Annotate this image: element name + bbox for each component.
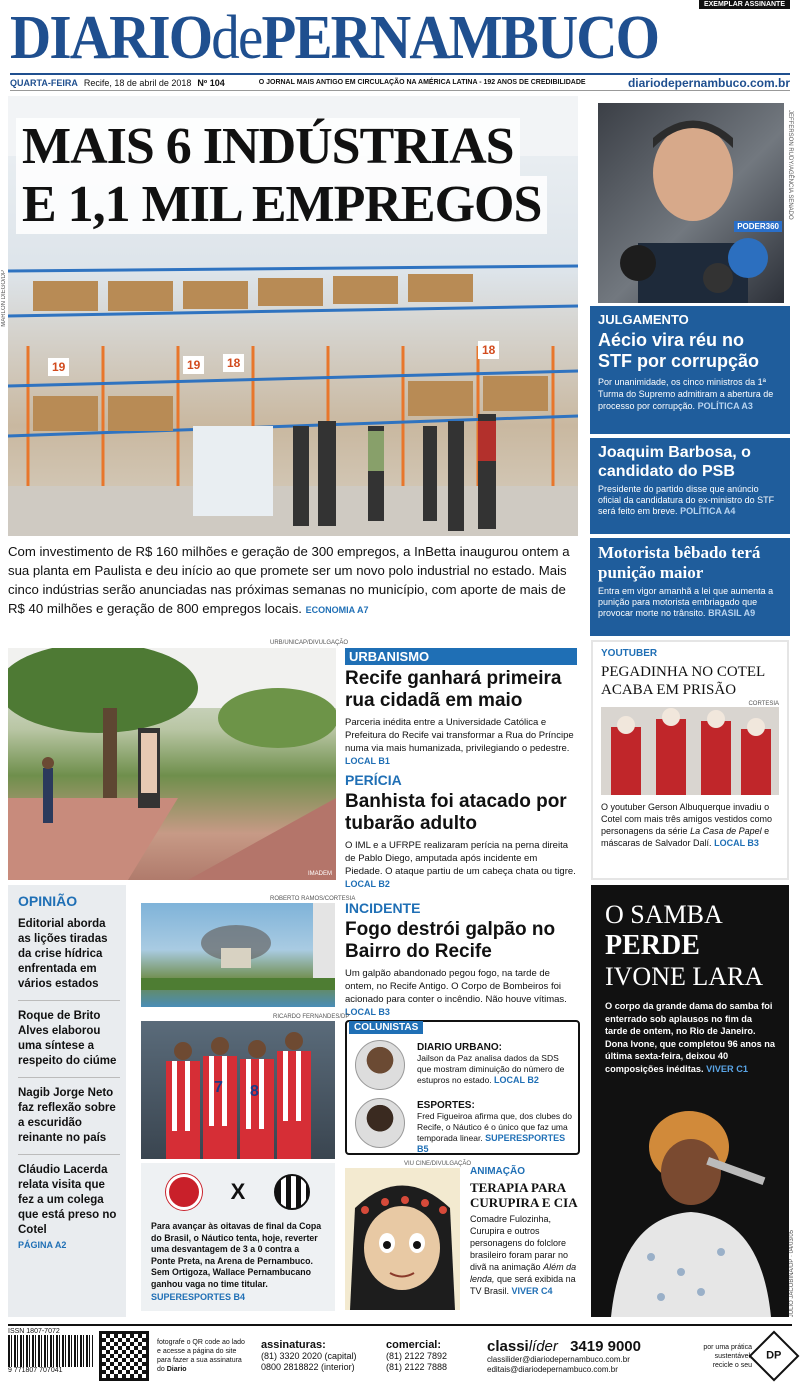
aecio-link[interactable]: POLÍTICA A3 (697, 401, 753, 411)
youtuber-link[interactable]: LOCAL B3 (714, 838, 759, 848)
fire-smoke-illustration (141, 903, 335, 1007)
pallet-label-1: 19 (48, 358, 69, 376)
futebol-photo (141, 1021, 335, 1159)
classifieds: classilíder 3419 9000 classilider@diariodepernambuco.com.br editais@diariodepernambuco.com.br (487, 1337, 641, 1374)
match-crests (151, 1169, 325, 1215)
aecio-photo (598, 103, 784, 303)
samba-photo-credit: JULIO JACOBINA/DP · 04/03/05 (789, 1230, 795, 1318)
recycle-icon: DP (749, 1331, 800, 1382)
mic-label: PODER360 (734, 221, 782, 232)
tagline: O JORNAL MAIS ANTIGO EM CIRCULAÇÃO NA AMÉRICA LATINA - 192 ANOS DE CREDIBILIDADE (258, 79, 586, 86)
animacao-title[interactable]: TERAPIA PARA CURUPIRA E CIA (470, 1180, 578, 1210)
animacao-link[interactable]: VIVER C4 (511, 1286, 553, 1296)
opiniao-item-4[interactable]: Cláudio Lacerda relata visita que fez a um colega que está preso no Cotel (18, 1164, 117, 1236)
jersey-number-2: 8 (250, 1083, 259, 1100)
opiniao-item-2[interactable]: Roque de Brito Alves elaborou uma síntese a respeito do ciúme (18, 1009, 120, 1078)
incendio-kicker: INCIDENTE (345, 900, 421, 916)
opiniao-item-1[interactable]: Editorial aborda as lições tiradas da crise hídrica enfrentada em vários estados (18, 917, 120, 1001)
urbanismo-body: Parceria inédita entre a Universidade Católica e Prefeitura do Recife vai transformar a Rua do Príncipe numa via mais humanizada, privilegiando o pedestre. LOCAL B1 (345, 717, 574, 766)
barbosa-box (590, 438, 790, 534)
street-illustration (8, 648, 336, 880)
motorista-box (590, 538, 790, 636)
animacao-photo-credit: VIU CINE/DIVULGAÇÃO (404, 1161, 472, 1167)
samba-box (591, 885, 789, 1317)
aecio-body: Por unanimidade, os cinco ministros da 1ª Turma do Supremo admitiram a abertura de processo por corrupção. POLÍTICA A3 (598, 377, 774, 411)
urbanismo-photo (8, 648, 336, 880)
red-jumpsuits-illustration (601, 707, 779, 795)
issue-number: Nº 104 (197, 77, 225, 88)
versus-label: X (230, 1179, 246, 1204)
commercial: comercial: (81) 2122 7892 (81) 2122 7888 (386, 1338, 448, 1372)
opiniao-link[interactable]: PÁGINA A2 (18, 1240, 67, 1250)
urbanismo-img-credit: IMADEM (308, 871, 332, 877)
columnist-1-avatar (355, 1040, 405, 1090)
urbanismo-title[interactable]: Recife ganhará primeira rua cidadã em maio (345, 668, 562, 711)
animacao-kicker: ANIMAÇÃO (470, 1166, 525, 1177)
masthead (0, 0, 800, 92)
footer-bar (8, 1324, 792, 1386)
pallet-label-2: 19 (183, 356, 204, 374)
lead-headline: MAIS 6 INDÚSTRIAS E 1,1 MIL EMPREGOS (16, 118, 547, 234)
incendio-story (345, 900, 577, 1019)
columnist-1[interactable]: DIARIO URBANO: Jailson da Paz analisa dados da SDS que mostram diminuição do número de estupros no estado. LOCAL B2 (355, 1040, 575, 1095)
classifieds-phone[interactable]: 3419 9000 (570, 1337, 641, 1355)
futebol-body: Para avançar às oitavas de final da Copa do Brasil, o Náutico tenta, hoje, reverter uma desvantagem de 3 a 0 contra a Ponte Preta, na Arena de Pernambuco. Sem Ortigoza, Wallace Pernambucano ganhou vaga no time titular. (151, 1221, 322, 1289)
colunistas-label: COLUNISTAS (349, 1021, 423, 1034)
lead-photo (8, 96, 578, 536)
futebol-box (141, 1163, 335, 1311)
subscriber-badge: EXEMPLAR ASSINANTE (699, 0, 790, 9)
opiniao-column (8, 885, 126, 1317)
barcode-block (8, 1328, 93, 1384)
pallet-label-4: 18 (478, 341, 499, 359)
incendio-photo-credit: ROBERTO RAMOS/CORTESIA (270, 896, 356, 902)
columnist-2-title: ESPORTES: (417, 1100, 475, 1111)
columnist-1-link[interactable]: LOCAL B2 (494, 1075, 539, 1085)
urbanismo-photo-credit: URB/UNICAP/DIVULGAÇÃO (270, 640, 349, 646)
dateline-bar (10, 73, 790, 91)
cartoon-character-illustration (345, 1168, 460, 1310)
opiniao-item-3[interactable]: Nagib Jorge Neto faz reflexão sobre a escuridão reinante no país (18, 1086, 120, 1155)
youtuber-box (591, 640, 789, 880)
samba-headline: O SAMBA PERDE IVONE LARA (605, 900, 764, 991)
lead-link[interactable]: ECONOMIA A7 (305, 605, 369, 615)
aecio-photo-credit: JEFFERSON RUDY/AGÊNCIA SENADO (787, 110, 793, 220)
weekday: QUARTA-FEIRA (10, 77, 78, 88)
motorista-link[interactable]: BRASIL A9 (708, 608, 756, 618)
barcode-number: 9 771807 707041 (8, 1367, 63, 1374)
barcode-icon (8, 1335, 93, 1367)
incendio-photo (141, 903, 335, 1007)
youtuber-photo (601, 707, 779, 795)
urbanismo-link[interactable]: LOCAL B1 (345, 756, 390, 766)
barbosa-title[interactable]: Joaquim Barbosa, o candidato do PSB (598, 444, 751, 480)
samba-body: O corpo da grande dama do samba foi enterrado sob aplausos no fim da tarde de ontem, no Rio de Janeiro. Dona Ivone, que completou 96 anos na última sexta-feira, deixou 40 composições inéditas. VIVER C1 (605, 1001, 776, 1074)
opiniao-kicker: OPINIÃO (18, 893, 78, 909)
date: Recife, 18 de abril de 2018 (83, 77, 192, 88)
aecio-kicker: JULGAMENTO (598, 312, 689, 327)
motorista-title[interactable]: Motorista bêbado terá punição maior (598, 543, 761, 582)
urbanismo-story (345, 648, 577, 768)
barbosa-link[interactable]: POLÍTICA A4 (680, 506, 736, 516)
subscriptions: assinaturas: (81) 3320 2020 (capital) 0800 2818822 (interior) (261, 1338, 357, 1372)
columnist-2[interactable]: ESPORTES: Fred Figueiroa afirma que, dos clubes do Recife, o Náutico é o único que faz uma temporada linear. SUPERESPORTES B5 (355, 1098, 575, 1153)
singer-illustration (591, 1087, 789, 1317)
qr-code-icon[interactable] (99, 1331, 149, 1381)
columnist-2-link[interactable]: SUPERESPORTES B5 (417, 1133, 566, 1154)
football-players-illustration (141, 1021, 335, 1159)
site-link[interactable]: diariodepernambuco.com.br (627, 75, 790, 90)
incendio-title[interactable]: Fogo destrói galpão no Bairro do Recife (345, 919, 556, 962)
youtuber-title[interactable]: PEGADINHA NO COTEL ACABA EM PRISÃO (601, 664, 765, 698)
politician-illustration (598, 103, 784, 303)
incendio-body: Um galpão abandonado pegou fogo, na tarde de ontem, no Recife Antigo. O Corpo de Bombeiros foi acionado para conter o incêndio. Não houve vítimas. LOCAL B3 (345, 968, 567, 1017)
youtuber-kicker: YOUTUBER (601, 648, 658, 659)
columnist-2-avatar (355, 1098, 405, 1148)
pericia-title[interactable]: Banhista foi atacado por tubarão adulto (345, 791, 567, 834)
futebol-photo-credit: RICARDO FERNANDES/DP (273, 1014, 350, 1020)
animacao-story (470, 1166, 580, 1297)
animacao-body: Comadre Fulozinha, Curupira e outros personagens do folclore brasileiro foram parar no divã na animação Além da lenda, que será exibida na TV Brasil. VIVER C4 (470, 1214, 577, 1296)
newspaper-logo[interactable]: DIARIOdePERNAMBUCO (10, 4, 659, 72)
lead-photo-credit: MARLON DIEGO/DP (1, 270, 7, 327)
pericia-link[interactable]: LOCAL B2 (345, 879, 390, 889)
issn: ISSN 1807-7072 (8, 1328, 60, 1335)
pallet-label-3: 18 (223, 354, 244, 372)
futebol-link[interactable]: SUPERESPORTES B4 (151, 1292, 246, 1302)
pericia-story (345, 772, 577, 891)
youtuber-body: O youtuber Gerson Albuquerque invadiu o Cotel com mais três amigos vestidos como personagens da série La Casa de Papel e máscaras de Salvador Dalí. LOCAL B3 (601, 802, 773, 848)
samba-link[interactable]: VIVER C1 (706, 1063, 748, 1074)
recycle-block: por uma prática sustentável, recicle o seu DP (700, 1338, 792, 1374)
pericia-kicker: PERÍCIA (345, 772, 402, 788)
qr-text: fotografe o QR code ao lado e acesse a página do site para fazer a sua assinatura do Diario (157, 1339, 245, 1373)
colunistas-box (345, 1020, 580, 1155)
pericia-body: O IML e a UFRPE realizaram perícia na perna direita de Pablo Diego, amputada após incidente em Piedade. O ataque partiu de um cabeça chata ou tigre. LOCAL B2 (345, 840, 576, 889)
nautico-crest-icon (166, 1174, 202, 1210)
incendio-link[interactable]: LOCAL B3 (345, 1007, 390, 1017)
animacao-image (345, 1168, 460, 1310)
barbosa-body: Presidente do partido disse que anúncio oficial da candidatura do ex-ministro do STF será feito em breve. POLÍTICA A4 (598, 484, 775, 516)
motorista-body: Entra em vigor amanhã a lei que aumenta a punição para motorista embriagado que provocar morte no trânsito. BRASIL A9 (598, 586, 774, 618)
aecio-title[interactable]: Aécio vira réu no STF por corrupção (598, 330, 760, 371)
youtuber-photo-credit: CORTESIA (748, 701, 779, 707)
jersey-number-1: 7 (214, 1079, 223, 1096)
columnist-1-title: DIARIO URBANO: (417, 1042, 502, 1053)
ponte-preta-crest-icon (274, 1174, 310, 1210)
lead-text: Com investimento de R$ 160 milhões e geração de 300 empregos, a InBetta inaugurou ontem a sua planta em Paulista e deu início ao que promete ser um novo polo industrial no estado. Mais cinco indústrias serão anunciadas nas próximas semanas no município, com aporte de mais de R$ 40 milhões e geração de 800 empregos locais. ECONOMIA A7 (8, 544, 570, 616)
urbanismo-kicker: URBANISMO (345, 648, 577, 665)
aecio-box (590, 306, 790, 434)
